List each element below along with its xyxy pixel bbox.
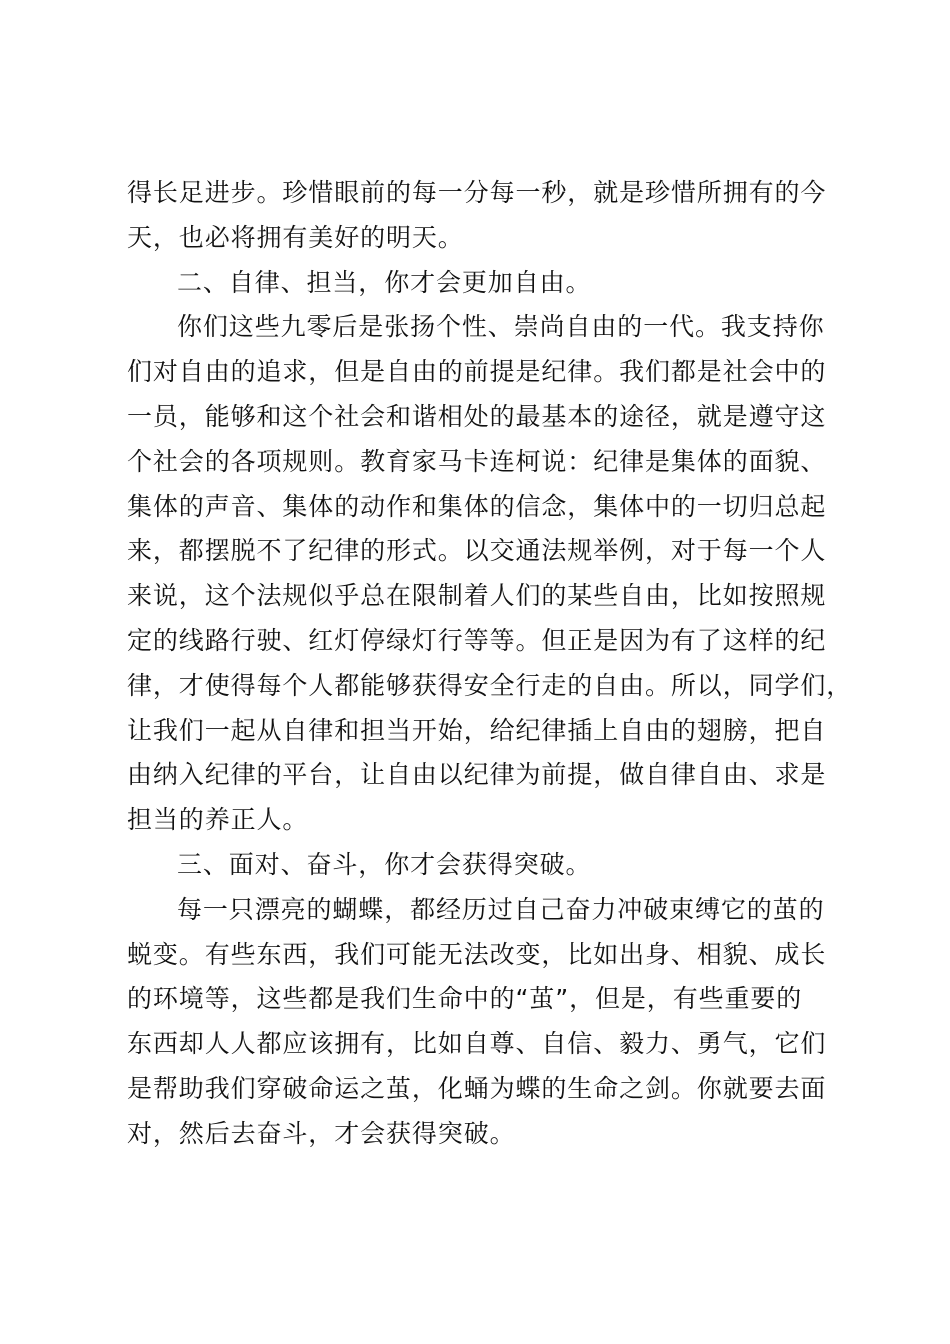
text-line: 蜕变。有些东西，我们可能无法改变，比如出身、相貌、成长 bbox=[127, 939, 827, 969]
text-line: 东西却人人都应该拥有，比如自尊、自信、毅力、勇气，它们 bbox=[127, 1029, 827, 1059]
paragraph-start-line: 每一只漂亮的蝴蝶，都经历过自己奋力冲破束缚它的茧的 bbox=[177, 894, 825, 924]
text-line: 一员，能够和这个社会和谐相处的最基本的途径，就是遵守这 bbox=[127, 401, 827, 431]
section-heading: 三、面对、奋斗，你才会获得突破。 bbox=[177, 849, 592, 879]
paragraph-start-line: 你们这些九零后是张扬个性、崇尚自由的一代。我支持你 bbox=[177, 312, 825, 342]
text-line: 由纳入纪律的平台，让自由以纪律为前提，做自律自由、求是 bbox=[127, 760, 827, 790]
text-line: 定的线路行驶、红灯停绿灯行等等。但正是因为有了这样的纪 bbox=[127, 625, 827, 655]
text-line: 对，然后去奋斗，才会获得突破。 bbox=[127, 1118, 516, 1148]
text-line: 让我们一起从自律和担当开始，给纪律插上自由的翅膀，把自 bbox=[127, 715, 827, 745]
text-line: 律，才使得每个人都能够获得安全行走的自由。所以，同学们， bbox=[127, 670, 853, 700]
text-line: 的环境等，这些都是我们生命中的“茧”，但是，有些重要的 bbox=[127, 984, 803, 1014]
text-line: 们对自由的追求，但是自由的前提是纪律。我们都是社会中的 bbox=[127, 357, 827, 387]
text-line: 天，也必将拥有美好的明天。 bbox=[127, 222, 464, 252]
text-line: 担当的养正人。 bbox=[127, 805, 309, 835]
text-line: 是帮助我们穿破命运之茧，化蛹为蝶的生命之剑。你就要去面 bbox=[127, 1073, 827, 1103]
document-body bbox=[127, 171, 853, 1157]
text-line: 集体的声音、集体的动作和集体的信念，集体中的一切归总起 bbox=[127, 491, 827, 521]
section-heading: 二、自律、担当，你才会更加自由。 bbox=[177, 267, 592, 297]
text-line: 个社会的各项规则。教育家马卡连柯说：纪律是集体的面貌、 bbox=[127, 446, 827, 476]
text-line: 来，都摆脱不了纪律的形式。以交通法规举例，对于每一个人 bbox=[127, 536, 827, 566]
text-line: 来说，这个法规似乎总在限制着人们的某些自由，比如按照规 bbox=[127, 581, 827, 611]
text-line: 得长足进步。珍惜眼前的每一分每一秒，就是珍惜所拥有的今 bbox=[127, 178, 827, 207]
